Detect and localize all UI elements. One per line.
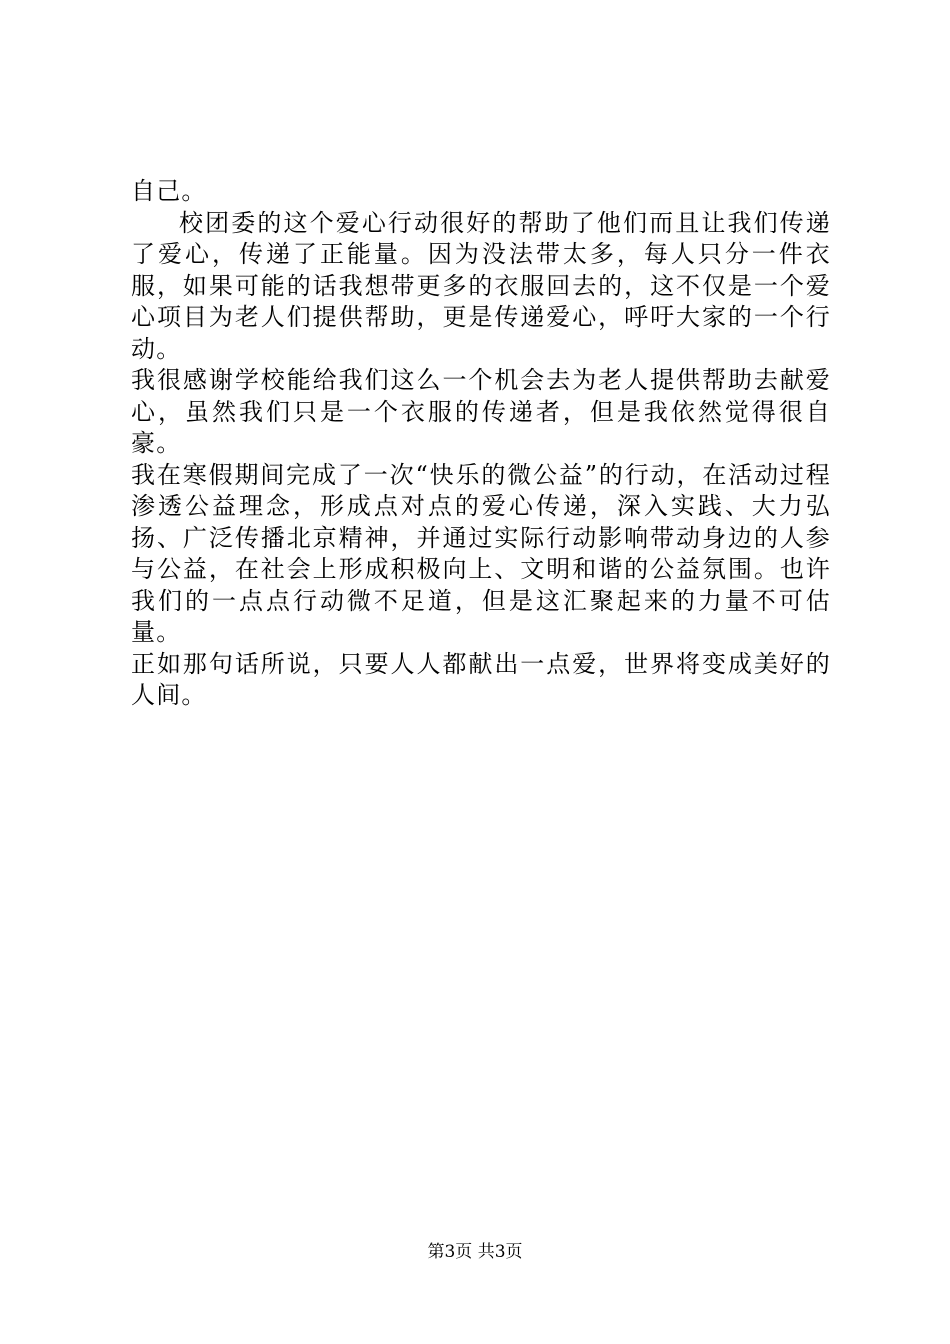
paragraph-gratitude: 我很感谢学校能给我们这么一个机会去为老人提供帮助去献爱心，虽然我们只是一个衣服的传递者，但是我依然觉得很自豪。 [131, 366, 831, 457]
paragraph-continuation: 自己。 [131, 177, 207, 205]
paragraph-micro-charity: 我在寒假期间完成了一次“快乐的微公益”的行动，在活动过程渗透公益理念，形成点对点的爱心传递，深入实践、大力弘扬、广泛传播北京精神，并通过实际行动影响带动身边的人参与公益，在社会上形成积极向上、文明和谐的公益氛围。也许我们的一点点行动微不足道，但是这汇聚起来的力量不可估量。 [131, 460, 831, 646]
document-body [131, 176, 831, 712]
paragraph-closing: 正如那句话所说，只要人人都献出一点爱，世界将变成美好的人间。 [131, 649, 831, 709]
paragraph-love-action: 校团委的这个爱心行动很好的帮助了他们而且让我们传递了爱心，传递了正能量。因为没法带太多，每人只分一件衣服，如果可能的话我想带更多的衣服回去的，这不仅是一个爱心项目为老人们提供帮助，更是传递爱心，呼吁大家的一个行动。 [131, 208, 831, 363]
page-number-footer: 第3页 共3页 [427, 1242, 523, 1262]
